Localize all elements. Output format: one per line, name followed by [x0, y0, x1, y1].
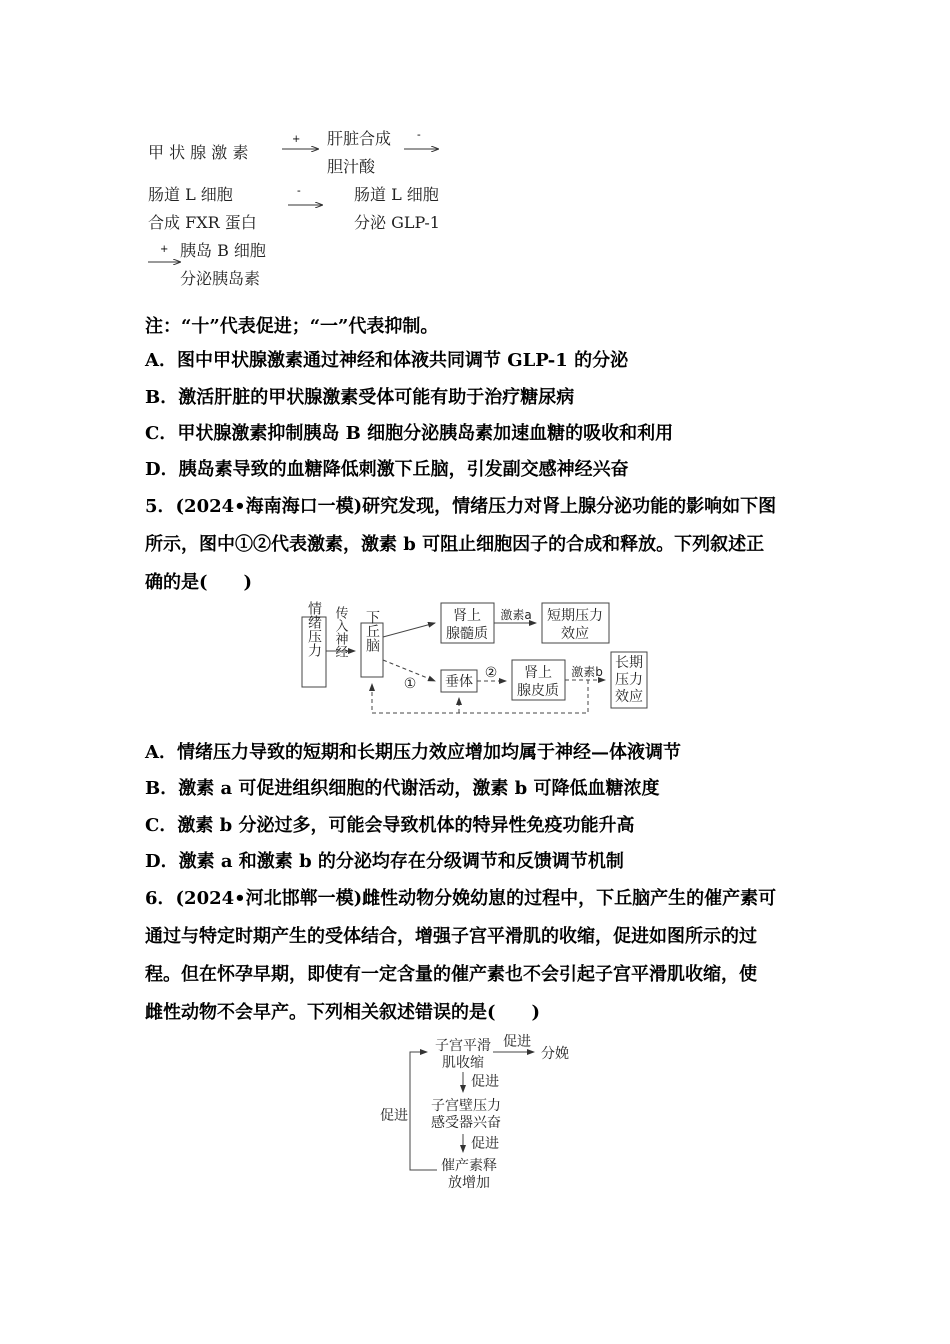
q4-option-a: A．图中甲状腺激素通过神经和体液共同调节 GLP-1 的分泌: [145, 350, 629, 371]
long-effect-line1: 长期: [615, 655, 643, 671]
liver-label-line2: 胆汁酸: [327, 157, 376, 176]
oxytocin-label-line2: 放增加: [448, 1175, 490, 1191]
figure-note: 注：“十”代表促进；“一”代表抑制。: [145, 316, 439, 337]
promote-label: 促进: [471, 1074, 499, 1090]
birth-label: 分娩: [541, 1046, 569, 1062]
hypothalamus-label: 下丘脑: [364, 610, 380, 652]
stress-label: 情绪压力: [306, 601, 322, 657]
q5-diagram: [290, 598, 660, 723]
q5-stem-line3: 确的是( ): [145, 572, 253, 593]
q5-option-a: A．情绪压力导致的短期和长期压力效应增加均属于神经—体液调节: [145, 742, 681, 763]
uterus-label-line1: 子宫平滑: [435, 1038, 491, 1054]
plus-sign: +: [160, 244, 169, 255]
promote-label: 促进: [471, 1136, 499, 1152]
q6-stem-line2: 通过与特定时期产生的受体结合，增强子宫平滑肌的收缩，促进如图所示的过: [145, 926, 757, 947]
long-effect-line3: 效应: [615, 689, 643, 705]
medulla-label-line1: 肾上: [453, 608, 481, 624]
short-effect-line1: 短期压力: [547, 608, 603, 624]
glp-label-line1: 肠道 L 细胞: [354, 185, 439, 204]
q6-stem-line3: 程。但在怀孕早期，即使有一定含量的催产素也不会引起子宫平滑肌收缩，使: [145, 964, 757, 985]
sensor-label-line2: 感受器兴奋: [431, 1115, 501, 1131]
cortex-label-line2: 腺皮质: [517, 683, 559, 699]
medulla-label-line2: 腺髓质: [446, 626, 488, 642]
long-effect-line2: 压力: [615, 672, 643, 688]
q6-stem-line1: 6．(2024•河北邯郸一模)雌性动物分娩幼崽的过程中，下丘脑产生的催产素可: [145, 888, 777, 909]
cortex-label-line1: 肾上: [524, 665, 552, 681]
plus-sign: +: [292, 134, 301, 145]
sensor-label-line1: 子宫壁压力: [431, 1098, 501, 1114]
intestine-label-line2: 合成 FXR 蛋白: [148, 213, 257, 232]
hormone-a-label: 激素a: [500, 608, 532, 622]
q5-stem-line1: 5．(2024•海南海口一模)研究发现，情绪压力对肾上腺分泌功能的影响如下图: [145, 496, 777, 517]
afferent-label: 传入神经: [332, 606, 348, 658]
short-effect-line2: 效应: [561, 626, 589, 642]
pathway-arrows: [0, 0, 950, 300]
hormone-b-label: 激素b: [571, 665, 603, 679]
q6-stem-line4: 雌性动物不会早产。下列相关叙述错误的是( ): [145, 1002, 541, 1023]
oxytocin-label-line1: 催产素释: [441, 1158, 497, 1174]
q6-diagram: [370, 1030, 590, 1195]
promote-label: 促进: [503, 1034, 531, 1050]
liver-label-line1: 肝脏合成: [327, 129, 392, 148]
uterus-label-line2: 肌收缩: [442, 1055, 484, 1071]
minus-sign: -: [417, 128, 421, 141]
q5-option-c: C．激素 b 分泌过多，可能会导致机体的特异性免疫功能升高: [145, 815, 635, 836]
thyroid-hormone-label: 甲 状 腺 激 素: [148, 143, 249, 162]
hormone-2-mark: ②: [484, 665, 498, 681]
q4-option-d: D．胰岛素导致的血糖降低刺激下丘脑，引发副交感神经兴奋: [145, 459, 629, 480]
promote-label: 促进: [380, 1108, 408, 1124]
minus-sign: -: [297, 184, 301, 197]
q5-stem-line2: 所示，图中①②代表激素，激素 b 可阻止细胞因子的合成和释放。下列叙述正: [145, 534, 765, 555]
pituitary-label: 垂体: [445, 674, 473, 690]
q4-option-c: C．甲状腺激素抑制胰岛 B 细胞分泌胰岛素加速血糖的吸收和利用: [145, 423, 674, 444]
islet-label-line1: 胰岛 B 细胞: [180, 241, 266, 260]
glp-label-line2: 分泌 GLP-1: [354, 213, 440, 232]
intestine-label-line1: 肠道 L 细胞: [148, 185, 233, 204]
q5-option-b: B．激素 a 可促进组织细胞的代谢活动，激素 b 可降低血糖浓度: [145, 778, 660, 799]
q4-option-b: B．激活肝脏的甲状腺激素受体可能有助于治疗糖尿病: [145, 387, 575, 408]
islet-label-line2: 分泌胰岛素: [180, 269, 261, 288]
q5-option-d: D．激素 a 和激素 b 的分泌均存在分级调节和反馈调节机制: [145, 851, 624, 872]
hormone-1-mark: ①: [403, 676, 417, 692]
